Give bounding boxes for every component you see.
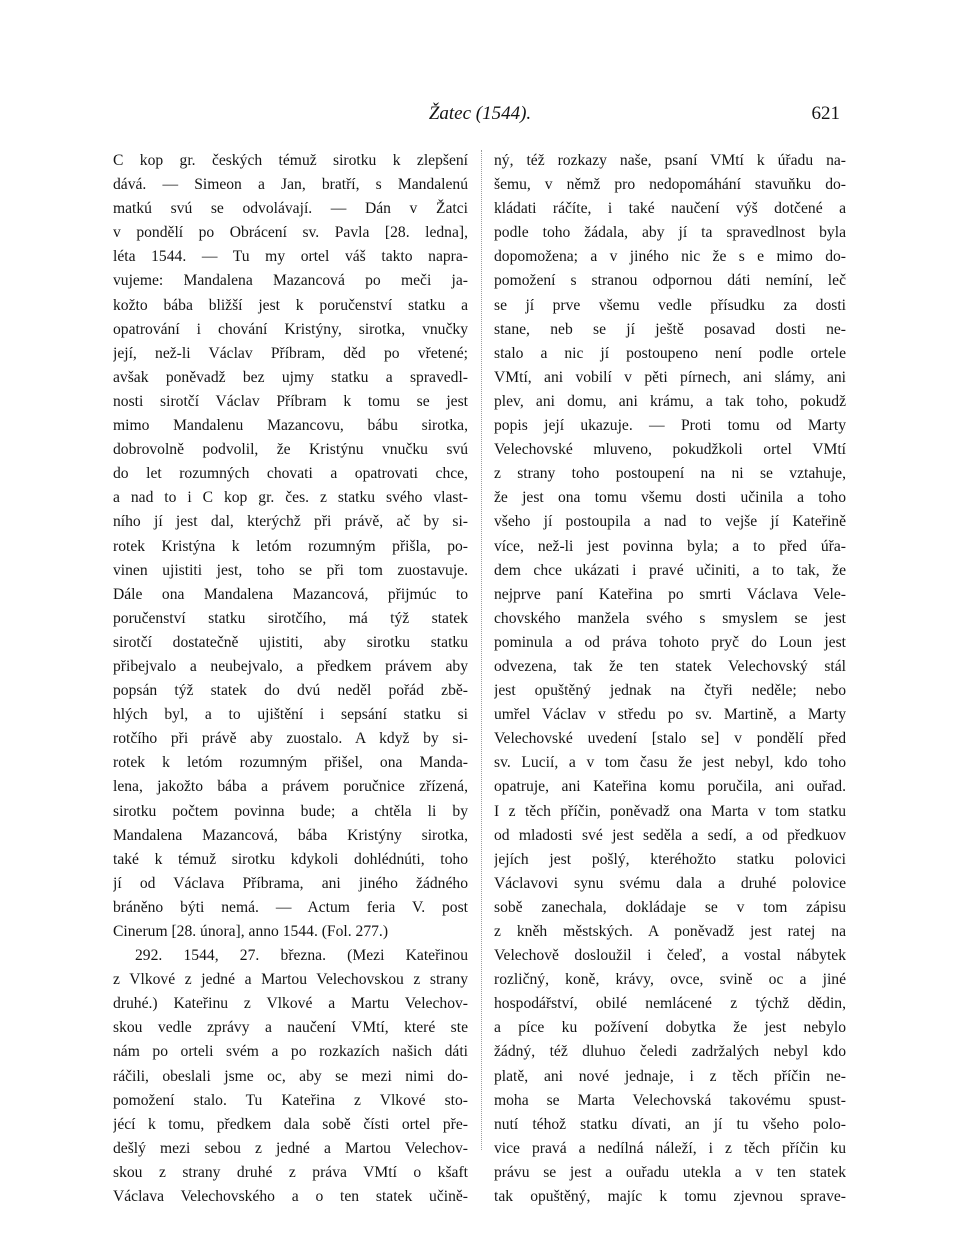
text-line: přibejvalo a neubejvalo, a předkem právem aby (113, 657, 468, 675)
text-line: Velechovské mluveno, pokudžkoli ortel VMtí (494, 441, 846, 459)
text-line: I z těch příčin, poněvadž ona Marta v tom statku (494, 802, 846, 820)
text-line: z strany toho postoupení na ni se vztahuje, (494, 465, 846, 483)
text-line: nám po orteli svém a po rozkazích našich dáti (113, 1043, 468, 1061)
text-line: VMtí, ani vobilí v pěti pírnech, ani slámy, ani (494, 368, 846, 386)
text-line: dobrovolně podvolil, že Kristýnu vnučku svú (113, 441, 468, 459)
text-line: ný, též rozkazy naše, psaní VMtí k úřadu na- (494, 152, 846, 169)
text-line: od mladosti své jest seděla a sedí, a od předkuov (494, 826, 846, 844)
text-line: Mandalena Mazancová, bába Kristýny sirotka, (113, 826, 468, 844)
text-line: chovského manžela svého s smyslem se jest (494, 609, 846, 627)
text-line: lena, jakožto bába a právem poručnice zřízená, (113, 778, 468, 796)
text-line: kožto bába bližší jest k poručenství statku a (113, 296, 468, 314)
text-line: rotčího při právě aby zuostalo. A když by si- (113, 730, 468, 748)
text-line: rotek k letóm rozumným přišel, ona Manda- (113, 754, 468, 772)
text-line: Václava Velechovského a o ten statek učině- (113, 1188, 468, 1206)
left-column (113, 149, 468, 1209)
text-line: Václavovi synu svému dala a druhé polovice (494, 874, 846, 892)
text-line: tak opuštěný, majíc k tomu zjevnou sprave- (494, 1188, 846, 1206)
text-line: vinen ujistiti jest, toho se při tom zuostavuje. (113, 561, 468, 579)
text-line: a píce ku požívení dobytka že jest nebylo (494, 1019, 846, 1037)
text-line: jest opuštěný jednak na čtyři neděle; nebo (494, 682, 846, 700)
text-line: skou vedle zprávy a naučení VMtí, které ste (113, 1019, 468, 1037)
text-line: Cinerum [28. února], anno 1544. (Fol. 277.) (113, 923, 389, 940)
text-line: C kop gr. českých témuž sirotku k zlepšení (113, 152, 468, 169)
text-line: stalo a nic jí postoupeno není podle ortele (494, 344, 846, 362)
text-line: stane, neb se jí ještě posavad dosti ne- (494, 320, 846, 338)
text-line: rotek Kristýna k letóm rozumným přišla, po- (113, 537, 468, 555)
text-line: kládati ráčíte, i také naučení výš dotčené a (494, 200, 846, 218)
text-line: léta 1544. — Tu my ortel váš takto napra- (113, 248, 468, 266)
text-line: nejprve paní Kateřina po smrti Václava Vele- (494, 585, 846, 603)
page-number: 621 (811, 103, 840, 124)
text-line: šemu, v němž pro nedopomáhání stavuňku do- (494, 176, 846, 194)
text-line: jejích jest pošlý, kteréhožto statku polovici (494, 850, 846, 868)
text-line: popis její ukazuje. — Proti tomu od Marty (494, 417, 846, 435)
text-line: z Vlkové z jedné a Martou Velechovskou z strany (113, 971, 468, 989)
text-line: moha se Marta Velechovská takovému spust- (494, 1091, 846, 1109)
text-line: také k témuž sirotku kdykoli dohlédnúti, toho (113, 850, 468, 868)
text-line: Velechově dosloužil i čeleď, a vostal nábytek (494, 947, 846, 965)
text-line: sirotčí dostatečně ujistiti, aby sirotku statku (113, 633, 468, 651)
text-line: pomožení s stranou odpornou dáti nemíní, leč (494, 272, 846, 290)
text-line: všeho jí postoupila a nad to vejše jí Kateřině (494, 513, 846, 531)
text-line: dává. — Simeon a Jan, bratří, s Mandalenú (113, 176, 468, 194)
text-line: plev, ani domu, ani krámu, a tak toho, pokudž (494, 392, 846, 410)
page-header (120, 103, 840, 133)
text-line: Velechovské uvedení [stalo se] v pondělí před (494, 730, 846, 748)
text-line: odvezena, tak že ten statek Velechovský stál (494, 657, 846, 675)
text-line: umřel Václav v středu po sv. Martině, a Marty (494, 706, 846, 724)
text-line: bráněno býti nemá. — Actum feria V. post (113, 898, 468, 916)
text-line: platě, ani nové jednaje, i z těch příčin ne- (494, 1067, 846, 1085)
text-line: ního jí jest dal, kterýchž při právě, ač by si- (113, 513, 468, 531)
text-line: do let rozumných chovati a opatrovati chce, (113, 465, 468, 483)
text-line: její, než-li Václav Příbram, děd po vřetené; (113, 344, 468, 362)
text-line: jécí k tomu, předkem dala sobě čísti ortel pře- (113, 1115, 468, 1133)
text-line: jí od Václava Příbrama, ani jiného žádného (113, 874, 468, 892)
text-line: popsán týž statek do dvú neděl pořád zbě- (113, 682, 468, 700)
text-line: pomožení stalo. Tu Kateřina z Vlkové sto- (113, 1091, 468, 1109)
text-line: ráčili, obeslali jsme oc, aby se mezi nimi do- (113, 1067, 468, 1085)
text-line: hospodářství, obilé nemlácené z týchž dědin, (494, 995, 846, 1013)
text-line: nosti sirotčí Václav Příbram k tomu se jest (113, 392, 468, 410)
text-line: vujeme: Mandalena Mazancová po meči ja- (113, 272, 468, 290)
text-line: sirotku počtem povinna bude; a chtěla li by (113, 802, 468, 820)
text-line: opatrování i chování Kristýny, sirotka, vnučky (113, 320, 468, 338)
column-divider (481, 150, 482, 1150)
text-line: skou z strany druhé z práva VMtí o kšaft (113, 1163, 468, 1181)
text-line: rozličný, koně, krávy, ovce, svině oc a jiné (494, 971, 846, 989)
text-line: více, než-li jest povinna byla; a to před úřa- (494, 537, 846, 555)
text-line: se jí prve všemu vedle přísudku za dosti (494, 296, 846, 314)
text-line: sobě zanechala, dokládaje se v tom zápisu (494, 898, 846, 916)
text-line: pominula a od práva tohoto pryč do Loun jest (494, 633, 846, 651)
text-line: žádný, též dluhuo čeledi zadržalých nebyl kdo (494, 1043, 846, 1061)
right-column (494, 149, 846, 1209)
text-line: z kněh městských. A poněvadž jest ratej na (494, 923, 846, 940)
running-title: Žatec (1544). (428, 103, 532, 124)
text-line: a nad to i C kop gr. čes. z statku svého vlast- (113, 489, 468, 507)
text-line: matkú svú se odvolávají. — Dán v Žatci (113, 200, 468, 218)
text-line: druhé.) Kateřinu z Vlkové a Martu Velechov- (113, 995, 468, 1013)
text-line: vice pravá a nedílná náleží, i z těch příčin ku (494, 1139, 846, 1157)
text-line: dopomožena; a v jiného nic že s e mimo do- (494, 248, 846, 266)
text-line: nutí téhož statku dívati, an jí tu všeho polo- (494, 1115, 846, 1133)
text-line: dem chce ukázati i pravé učiniti, a to tak, že (494, 561, 846, 579)
text-line: 292. 1544, 27. března. (Mezi Kateřinou (135, 947, 468, 965)
text-line: Dále ona Mandalena Mazancová, přijmúc to (113, 585, 468, 603)
text-line: že jest ona tomu všemu dosti učinila a toho (494, 489, 846, 507)
text-line: sv. Lucií, a v tom času že jest nebyl, kdo toho (494, 754, 846, 772)
text-line: hlých byl, a to ujištění i sepsání statku si (113, 706, 468, 724)
text-line: avšak poněvadž bez ujmy statku a spravedl- (113, 368, 468, 386)
text-line: právu se jest a ouřadu utekla a v ten statek (494, 1163, 846, 1181)
text-line: opatruje, ani Kateřina komu poručila, ani ouřad. (494, 778, 846, 796)
text-line: mimo Mandalenu Mazancovu, bábu sirotka, (113, 417, 468, 435)
text-line: v pondělí po Obrácení sv. Pavla [28. ledna], (113, 224, 468, 242)
text-line: podle toho žádala, aby jí ta spravedlnost byla (494, 224, 846, 242)
text-line: dešlý mezi sebou z jedné a Martou Velechov- (113, 1139, 468, 1157)
text-line: poručenství statku sirotčího, má týž statek (113, 609, 468, 627)
